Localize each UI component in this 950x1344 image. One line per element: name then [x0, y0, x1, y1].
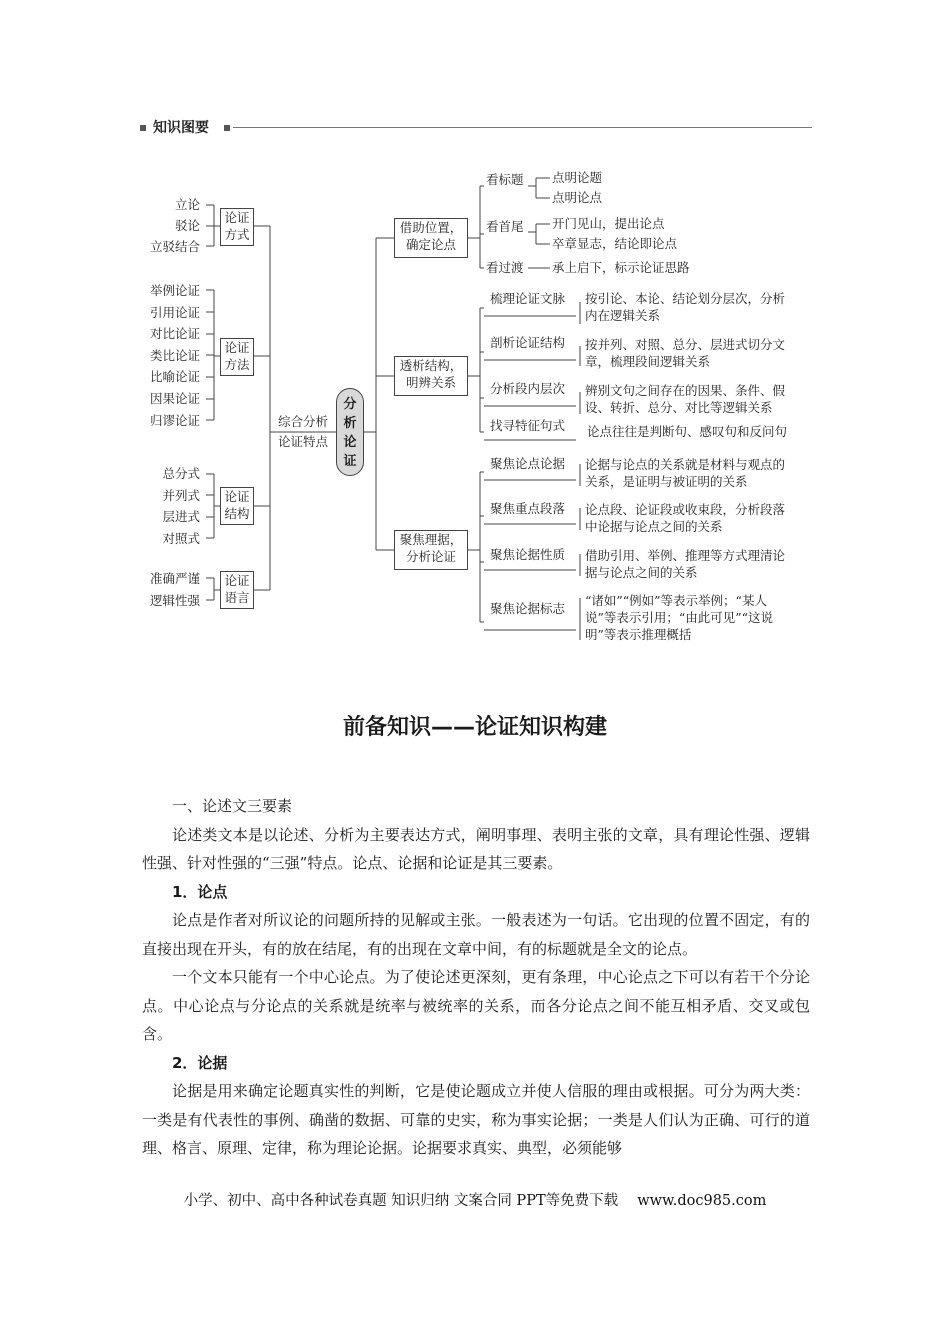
leaf-text: 点明论点: [552, 190, 603, 205]
left-category-box: [220, 338, 254, 376]
left-item: 引用论证: [149, 305, 200, 320]
box-line: 分析论证: [405, 549, 456, 564]
left-item: 举例论证: [149, 283, 200, 298]
subheading: [142, 1049, 810, 1078]
left-category-box: [220, 571, 254, 609]
box-line: 论证: [224, 489, 250, 504]
sub-text: 借助引用、举例、推理等方式理清论据与论点之间的关系: [585, 548, 786, 580]
sub-label: 聚焦重点段落: [490, 501, 566, 516]
left-item: 立论: [174, 197, 200, 212]
article-body: [142, 792, 810, 1163]
section-header-label: 知识图要: [153, 120, 209, 136]
subheading-text: 1．论点: [172, 882, 228, 901]
paragraph: 论据是用来确定论题真实性的判断，它是使论题成立并使人信服的理由或根据。可分为两大类：一类是有代表性的事例、确凿的数据、可靠的史实，称为事实论据；一类是人们认为正确、可行的道理、格言、原理、定律，称为理论论据。论据要求真实、典型，必须能够: [142, 1082, 810, 1157]
right-category-box: [394, 218, 468, 258]
sub-label: 看首尾: [486, 219, 524, 234]
article-title: 前备知识——论证知识构建: [342, 715, 607, 740]
sub-label: 聚焦论据标志: [490, 601, 566, 616]
box-line: 方法: [224, 357, 250, 372]
box-line: 明辨关系: [405, 375, 456, 390]
center-link-label: 综合分析: [278, 414, 329, 429]
leaf-text: 承上启下，标示论证思路: [552, 260, 690, 275]
subheading-text: 2．论据: [172, 1053, 228, 1072]
center-node: [336, 388, 364, 476]
leaf-text: 开门见山，提出论点: [552, 216, 665, 231]
leaf-text: 点明论题: [552, 170, 603, 185]
left-item: 类比论证: [149, 348, 200, 363]
left-item: 层进式: [162, 509, 200, 524]
center-node-label: 分析论证: [343, 397, 357, 469]
box-line: 透析结构，: [399, 358, 463, 373]
sub-text: 论据与论点的关系就是材料与观点的关系，是证明与被证明的关系: [585, 457, 786, 489]
box-line: 语言: [224, 590, 250, 605]
sub-label: 剖析论证结构: [490, 335, 566, 350]
sub-text: 论点往往是判断句、感叹句和反问句: [587, 424, 788, 439]
bullet-square-icon: [140, 125, 146, 131]
left-item: 驳论: [174, 218, 200, 233]
left-category-box: [220, 487, 254, 525]
sub-text: 按引论、本论、结论划分层次，分析内在逻辑关系: [585, 291, 786, 323]
heading-1: 一、论述文三要素: [172, 797, 293, 815]
left-item: 归谬论证: [149, 413, 200, 428]
box-line: 确定论点: [405, 237, 456, 252]
center-link-label: 论证特点: [278, 434, 329, 449]
box-line: 方式: [224, 227, 250, 242]
left-item: 对照式: [162, 531, 200, 546]
sub-label: 分析段内层次: [490, 381, 566, 396]
sub-label: 看过渡: [486, 260, 524, 275]
sub-text: 按并列、对照、总分、层进式切分文章，梳理段间逻辑关系: [585, 337, 786, 369]
left-item: 因果论证: [149, 391, 200, 406]
sub-text: 论点段、论证段或收束段，分析段落中论据与论点之间的关系: [585, 502, 786, 534]
left-item: 对比论证: [149, 326, 200, 341]
left-item: 并列式: [162, 488, 200, 503]
leaf-text: 卒章显志，结论即论点: [552, 236, 678, 251]
page-footer: 小学、初中、高中各种试卷真题 知识归纳 文案合同 PPT等免费下载 www.doc985.com: [183, 1193, 767, 1209]
subheading: [142, 878, 810, 907]
header-rule: [233, 127, 812, 128]
sub-label: 梳理论证文脉: [490, 291, 566, 306]
left-item: 比喻论证: [149, 369, 200, 384]
sub-text: “诸如”“例如”等表示举例；“某人说”等表示引用；“由此可见”“这说明”等表示推理概括: [585, 593, 774, 642]
paragraph: 论点是作者对所议论的问题所持的见解或主张。一般表述为一句话。它出现的位置不固定，有的直接出现在开头，有的放在结尾，有的出现在文章中间，有的标题就是全文的论点。: [142, 911, 810, 958]
left-category-box: [220, 208, 254, 246]
box-line: 借助位置，: [399, 220, 463, 235]
box-line: 结构: [224, 506, 250, 521]
left-item: 总分式: [162, 466, 200, 481]
paragraph: 一个文本只能有一个中心论点。为了使论述更深刻，更有条理，中心论点之下可以有若干个分论点。中心论点与分论点的关系就是统率与被统率的关系，而各分论点之间不能互相矛盾、交叉或包含。: [142, 968, 810, 1043]
left-item: 准确严谨: [149, 571, 200, 586]
sub-label: 看标题: [486, 172, 524, 187]
right-category-box: [394, 530, 468, 570]
box-line: 论证: [224, 210, 250, 225]
sub-label: 聚焦论点论据: [490, 456, 566, 471]
paragraph: 论述类文本是以论述、分析为主要表达方式，阐明事理、表明主张的文章，具有理论性强、逻辑性强、针对性强的“三强”特点。论点、论据和论证是其三要素。: [142, 825, 810, 872]
bullet-square-icon: [224, 125, 230, 131]
right-category-box: [394, 356, 468, 396]
mindmap-diagram: [140, 160, 812, 650]
box-line: 论证: [224, 573, 250, 588]
left-item: 逻辑性强: [149, 593, 200, 608]
sub-label: 聚焦论据性质: [490, 547, 566, 562]
sub-label: 找寻特征句式: [490, 418, 566, 433]
sub-text: 辨别文句之间存在的因果、条件、假设、转折、总分、对比等逻辑关系: [585, 383, 786, 415]
section-header: [140, 118, 812, 140]
box-line: 聚焦理据，: [399, 532, 463, 547]
box-line: 论证: [224, 340, 250, 355]
left-item: 立驳结合: [149, 239, 200, 254]
